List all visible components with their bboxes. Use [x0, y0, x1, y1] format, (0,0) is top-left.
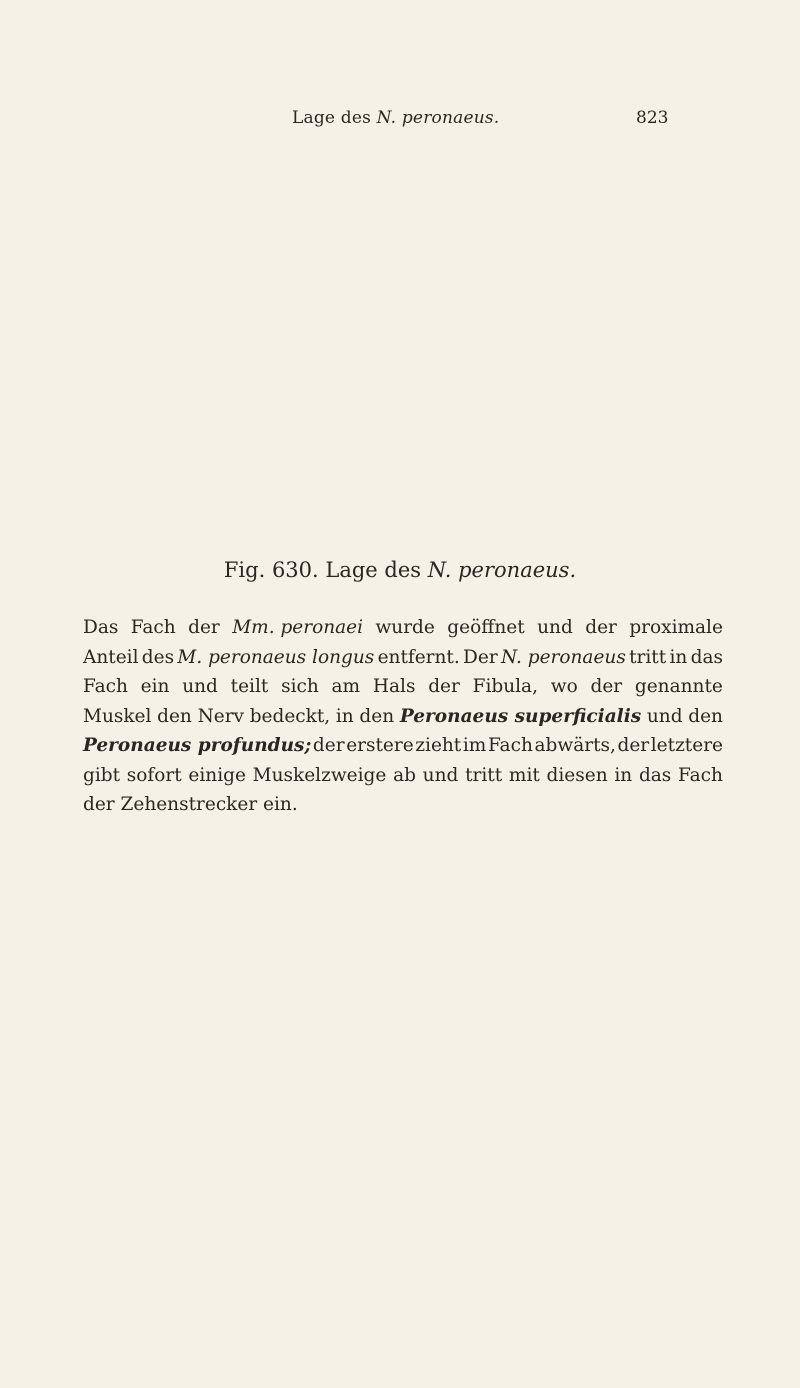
word: der [312, 735, 345, 756]
word: Hals [372, 676, 416, 697]
word: Fach [83, 676, 128, 697]
word: den [688, 705, 723, 727]
word: entfernt. [377, 646, 460, 668]
caption-label: Fig. 630. Lage des [223, 558, 422, 582]
word: Fach [130, 617, 176, 638]
word: Fach [487, 735, 533, 756]
word: einige [188, 764, 246, 786]
word: im [462, 735, 487, 756]
word: und [537, 617, 573, 638]
word: tritt [465, 764, 503, 786]
word: mit [508, 764, 540, 786]
word: Fibula, [472, 676, 538, 697]
text-line-4 [83, 702, 723, 732]
word: Muskelzweige [252, 764, 387, 786]
word: Anteil [83, 646, 139, 668]
word: letztere [650, 735, 723, 756]
word: am [331, 676, 361, 697]
word: und [422, 764, 459, 786]
term-peronaeus-profundus: Peronaeus profundus; [83, 735, 312, 756]
word: diesen [546, 764, 608, 786]
word: zieht [415, 735, 462, 756]
word: wurde [375, 617, 435, 638]
term-peronaeus-superficialis: Peronaeus superficialis [399, 705, 642, 727]
term-n-peronaeus: N. peronaeus [500, 646, 626, 668]
word: ein [140, 676, 170, 697]
word: sich [281, 676, 319, 697]
text-line-7 [83, 790, 723, 820]
word: der [590, 676, 623, 697]
word: geöffnet [447, 617, 525, 638]
page-number: 823 [636, 108, 669, 128]
text-line-2 [83, 643, 723, 673]
text-line-5 [83, 731, 723, 761]
text-line-3 [83, 672, 723, 702]
word: der [428, 676, 460, 697]
word: in [335, 705, 354, 727]
running-title-nerve: N. peronaeus. [376, 108, 500, 128]
word: das [690, 646, 723, 668]
word: der [617, 735, 650, 756]
word: ab [393, 764, 416, 786]
word: der [188, 617, 220, 638]
word: sofort [126, 764, 182, 786]
word: abwärts, [534, 735, 616, 756]
word: des [141, 646, 175, 668]
word: der Zehenstrecker ein. [83, 794, 298, 815]
word: in [669, 646, 688, 668]
word: genannte [634, 676, 723, 697]
description-paragraph [83, 613, 723, 820]
word: den [359, 705, 395, 727]
word: tritt [629, 646, 667, 668]
caption-nerve: N. peronaeus. [427, 558, 577, 582]
term-m-peronaeus-longus: M. peronaeus longus [177, 646, 375, 668]
term-mm-peronaei: Mm. peronaei [232, 617, 364, 638]
page-header [0, 108, 800, 136]
running-title [292, 108, 499, 128]
word: in [614, 764, 633, 786]
word: und [646, 705, 683, 727]
word: teilt [230, 676, 269, 697]
word: der [585, 617, 617, 638]
word: und [182, 676, 218, 697]
word: wo [550, 676, 578, 697]
word: bedeckt, [249, 705, 331, 727]
word: gibt [83, 764, 121, 786]
word: Das [83, 617, 119, 638]
figure-caption [0, 558, 800, 582]
word: Muskel [83, 705, 152, 727]
word: Fach [678, 764, 723, 786]
word: proximale [629, 617, 723, 638]
running-title-prefix: Lage des [292, 108, 372, 128]
text-line-6 [83, 761, 723, 791]
word: das [638, 764, 672, 786]
word: Der [463, 646, 498, 668]
word: den [157, 705, 192, 727]
word: erstere [346, 735, 414, 756]
text-line-1 [83, 613, 723, 643]
word: Nerv [197, 705, 244, 727]
